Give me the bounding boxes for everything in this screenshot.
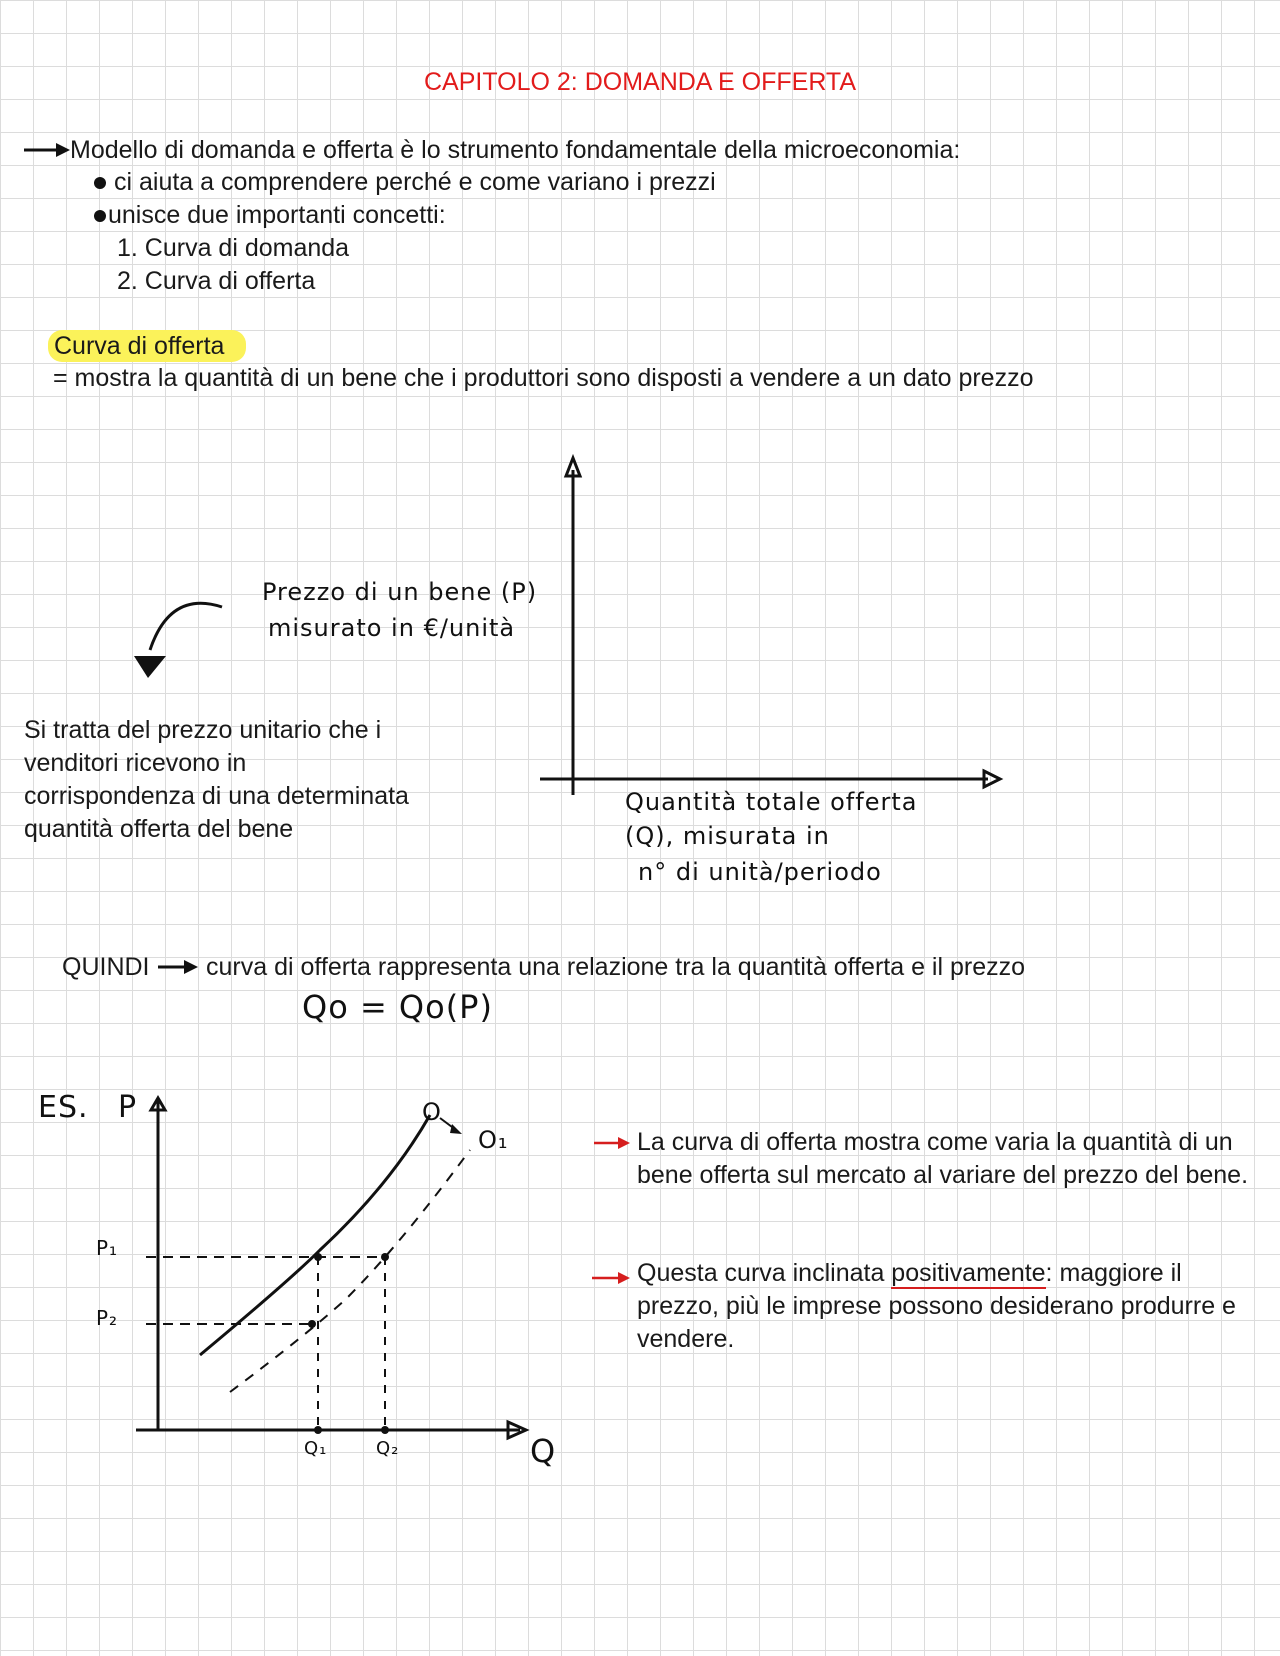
red-arrow-icon: [592, 1272, 630, 1284]
bullet-text: ci aiuta a comprendere perché e come variano i prezzi: [114, 168, 716, 196]
numbered-item-2: 2. Curva di offerta: [117, 267, 316, 295]
curve-o1-label: O₁: [478, 1126, 509, 1154]
intro-arrow-icon: [24, 143, 70, 157]
price-explanation: Si tratta del prezzo unitario che i venditori ricevono in corrispondenza di una determinata quantità offerta del bene: [24, 716, 409, 843]
bullet-text: unisce due importanti concetti:: [108, 201, 446, 229]
point-p1-q2: [381, 1253, 389, 1261]
supply-curve-o: [200, 1115, 430, 1355]
point-p1-q1: [314, 1253, 322, 1261]
example-q-axis-label: Q: [530, 1432, 557, 1470]
page-title: CAPITOLO 2: DOMANDA E OFFERTA: [423, 68, 857, 96]
supply-curve-o1: [230, 1150, 470, 1392]
intro-bullet-1: [94, 166, 716, 199]
curved-arrow-icon: [134, 603, 222, 678]
note-2-text-before: Questa curva inclinata: [637, 1259, 892, 1287]
supply-formula: Qo = Qo(P): [302, 988, 493, 1026]
numbered-item-1: 1. Curva di domanda: [117, 234, 350, 262]
note-1-text: La curva di offerta mostra come varia la quantità di un bene offerta sul mercato al variare del prezzo del bene.: [637, 1128, 1249, 1189]
section-heading: [48, 330, 246, 363]
example-supply-chart: [136, 1098, 526, 1438]
quindi-label: QUINDI: [62, 953, 150, 981]
bullet-icon: [94, 177, 106, 189]
note-2-text-after: : maggiore il prezzo, più le imprese possono desiderano produrre e vendere.: [637, 1259, 1236, 1353]
q2-label: Q₂: [376, 1438, 400, 1459]
supply-definition: = mostra la quantità di un bene che i produttori sono disposti a vendere a un dato prezzo: [53, 364, 1034, 392]
red-arrow-icon: [594, 1137, 630, 1149]
intro-line: Modello di domanda e offerta è lo strumento fondamentale della microeconomia:: [70, 136, 961, 164]
y-axis-label-line1: Prezzo di un bene (P): [262, 578, 538, 606]
point-p2-q1: [308, 1320, 316, 1328]
quindi-arrow-icon: [158, 960, 198, 974]
x-axis-label-line1: Quantità totale offerta: [625, 788, 918, 816]
note-2: [637, 1257, 1257, 1356]
p1-label: P₁: [96, 1236, 119, 1260]
relation-text: curva di offerta rappresenta una relazione tra la quantità offerta e il prezzo: [206, 953, 1026, 981]
note-1: [637, 1126, 1257, 1192]
axes-diagram: [540, 458, 1000, 795]
intro-bullet-2: [94, 199, 446, 232]
highlighted-heading: Curva di offerta: [48, 330, 246, 362]
tick-q2: [381, 1426, 389, 1434]
example-label: ES.: [38, 1090, 89, 1125]
tick-q1: [314, 1426, 322, 1434]
q1-label: Q₁: [304, 1438, 328, 1459]
p2-label: P₂: [96, 1306, 119, 1330]
curve-o-label: O: [422, 1098, 442, 1126]
note-2-underlined: positivamente: [891, 1259, 1046, 1287]
x-axis-label-line3: n° di unità/periodo: [638, 858, 882, 886]
x-axis-label-line2: (Q), misurata in: [625, 822, 830, 850]
y-axis-label-line2: misurato in €/unità: [268, 614, 516, 642]
bullet-icon: [94, 210, 106, 222]
example-p-axis-label: P: [118, 1090, 138, 1125]
